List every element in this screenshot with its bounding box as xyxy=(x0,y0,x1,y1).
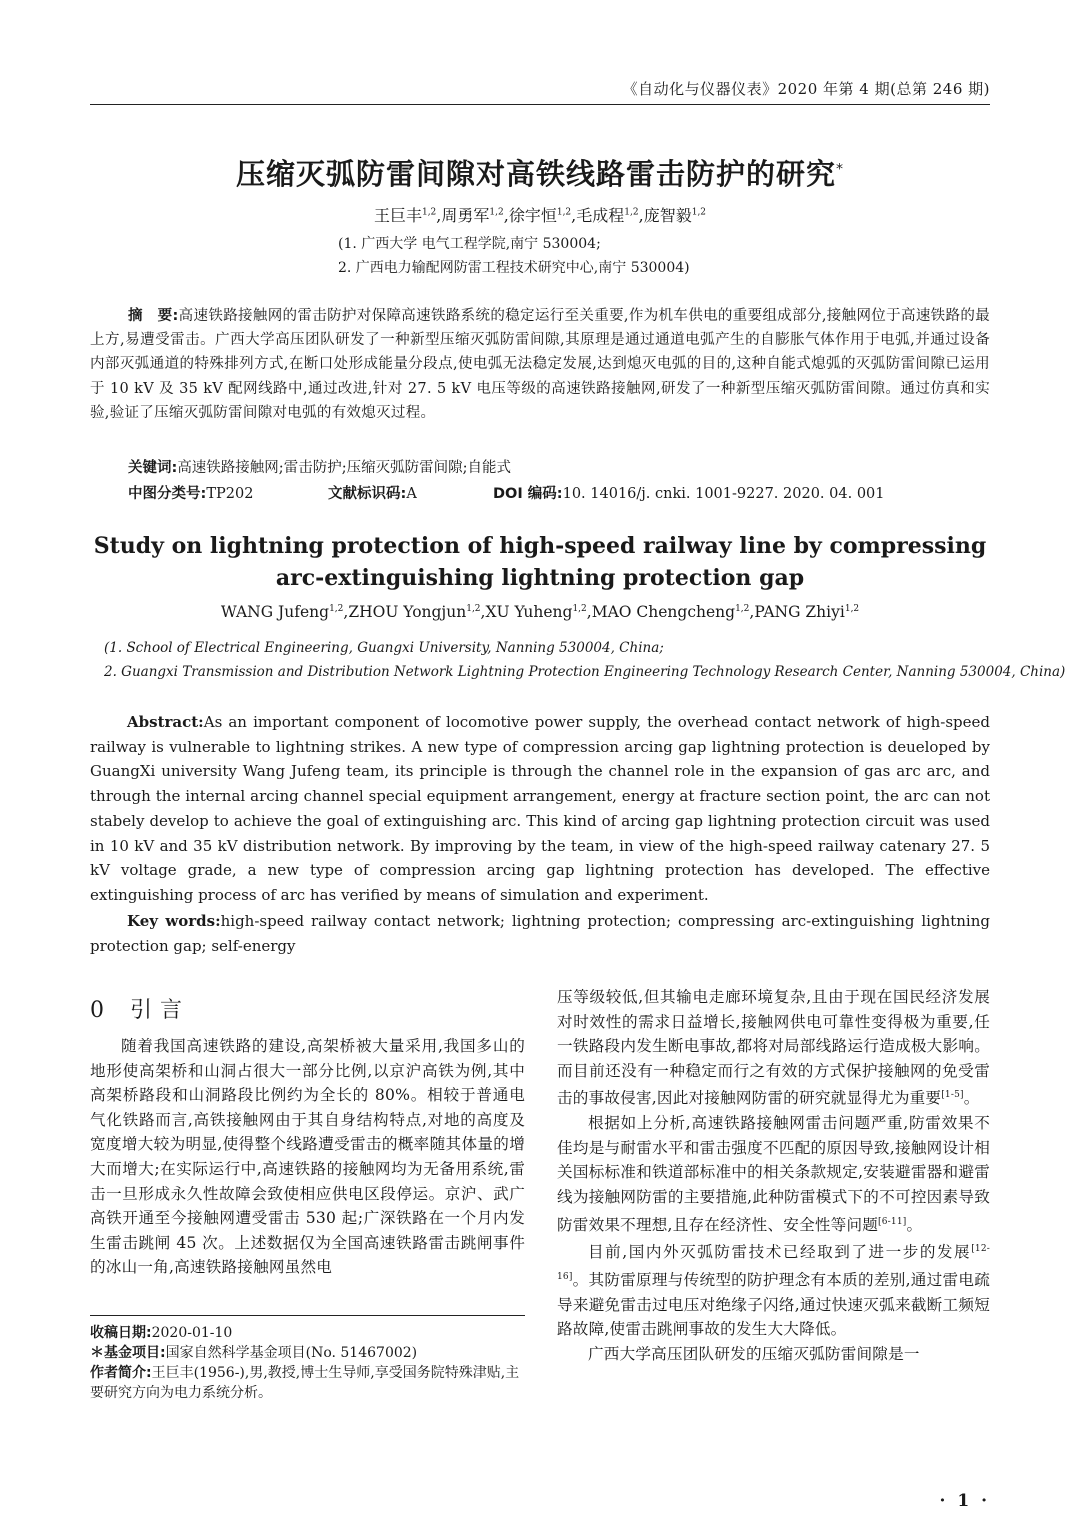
chinese-affiliation-1: (1. 广西大学 电气工程学院,南宁 530004; xyxy=(338,236,601,252)
chinese-title-text: 压缩灭弧防雷间隙对高铁线路雷击防护的研究 xyxy=(235,157,836,191)
citation: [1-5] xyxy=(941,1090,964,1101)
author-en: PANG Zhiyi$^{1,2}$ xyxy=(754,603,860,621)
chinese-keywords xyxy=(128,456,511,477)
english-authors xyxy=(0,603,1080,621)
author-zh: 周勇军$^{1,2}$, xyxy=(441,206,509,225)
left-column xyxy=(90,1034,525,1280)
paragraph: 目前,国内外灭弧防雷技术已经取到了进一步的发展[12-16]。其防雷原理与传统型的防护理念有本质的差别,通过雷电疏导来避免雷击过电压对绝缘子闪络,通过快速灭弧来截断工频短路故障,使雷击跳闸事故的发生大大降低。 xyxy=(557,1243,990,1339)
journal-header: 《自动化与仪器仪表》2020 年第 4 期(总第 246 期) xyxy=(622,80,990,98)
english-affiliation-2: 2. Guangxi Transmission and Distribution Network Lightning Protection Engineering Technology Research Center, Nanning 530004, China) xyxy=(104,664,1066,680)
chinese-abstract xyxy=(90,304,990,425)
chinese-keywords-text: 高速铁路接触网;雷击防护;压缩灭弧防雷间隙;自能式 xyxy=(177,460,511,476)
paragraph: 压等级较低,但其输电走廊环境复杂,且由于现在国民经济发展对时效性的需求日益增长,接触网供电可靠性变得极为重要,任一铁路段内发生断电事故,都将对局部线路运行造成极大影响。而目前还没有一种稳定而行之有效的方式保护接触网的免受雷击的事故侵害,因此对接触网防雷的研究就显得尤为重要[1-5]。 xyxy=(557,988,990,1108)
fund-project: ＊基金项目:国家自然科学基金项目(No. 51467002) xyxy=(90,1345,418,1361)
paragraph: 根据如上分析,高速铁路接触网雷击问题严重,防雷效果不佳均是与耐雷水平和雷击强度不匹配的原因导致,接触网设计相关国标标准和铁道部标准中的相关条款规定,安装避雷器和避雷线为接触网防雷的主要措施,此种防雷模式下的不可控因素导致防雷效果不理想,且存在经济性、安全性等问题[6-11]。 xyxy=(557,1114,990,1234)
english-keywords-label: Key words: xyxy=(127,912,221,930)
citation: [6-11] xyxy=(878,1216,907,1227)
chinese-abstract-text: 高速铁路接触网的雷击防护对保障高速铁路系统的稳定运行至关重要,作为机车供电的重要组成部分,接触网位于高速铁路的最上方,易遭受雷击。广西大学高压团队研发了一种新型压缩灭弧防雷间隙,其原理是通过通道电弧产生的自膨胀气体作用于电弧,并通过设备内部灭弧通道的特殊排列方式,在断口处形成能量分段点,使电弧无法稳定发展,达到熄灭电弧的目的,这种自能式熄弧的灭弧防雷间隙已运用于 10 kV 及 35 kV 配网线路中,通过改进,针对 27. 5 kV 电压等级的高速铁路接触网,研发了一种新型压缩灭弧防雷间隙。通过仿真和实验,验证了压缩灭弧防雷间隙对电弧的有效熄灭过程。 xyxy=(90,308,990,421)
section-number: 0 xyxy=(90,998,104,1023)
author-zh: 毛成程$^{1,2}$, xyxy=(576,206,644,225)
chinese-keywords-label: 关键词: xyxy=(128,460,178,476)
paragraph: 随着我国高速铁路的建设,高架桥被大量采用,我国多山的地形使高架桥和山洞占很大一部分比例,以京沪高铁为例,其中高架桥路段和山洞路段比例约为全长的 80%。相较于普通电气化铁路而言,高铁接触网由于其自身结构特点,对地的高度及宽度增大较为明显,使得整个线路遭受雷击的概率随其体量的增大而增大;在实际运行中,高速铁路的接触网均为无备用系统,雷击一旦形成永久性故障会致使相应供电区段停运。京沪、武广高铁开通至今接触网遭受雷击 530 起;广深铁路在一个月内发生雷击跳闸 45 次。上述数据仅为全国高速铁路雷击跳闸事件的冰山一角,高速铁路接触网虽然电 xyxy=(90,1037,525,1277)
author-en: MAO Chengcheng$^{1,2}$, xyxy=(591,603,755,621)
footnote-rule xyxy=(90,1315,525,1316)
author-en: XU Yuheng$^{1,2}$, xyxy=(485,603,592,621)
clc-code: 中图分类号:TP202 xyxy=(128,486,254,502)
doi-code: DOI 编码:10. 14016/j. cnki. 1001-9227. 2020. 04. 001 xyxy=(493,486,885,502)
chinese-authors xyxy=(0,203,1080,226)
received-date: 收稿日期:2020-01-10 xyxy=(90,1325,233,1341)
english-keywords-text: high-speed railway contact network; lightning protection; compressing arc-extinguishing lightning protection gap; self-energy xyxy=(90,912,990,955)
english-title xyxy=(0,530,1080,594)
english-title-line-1: Study on lightning protection of high-speed railway line by compressing xyxy=(93,533,987,559)
right-column xyxy=(557,985,990,1367)
page-number: · 1 · xyxy=(939,1491,990,1511)
author-zh: 庞智毅$^{1,2}$ xyxy=(643,206,707,225)
chinese-abstract-label: 摘 要: xyxy=(128,308,179,324)
english-keywords xyxy=(90,909,990,959)
english-affiliation-1: (1. School of Electrical Engineering, Guangxi University, Nanning 530004, China; xyxy=(104,640,664,656)
english-abstract-label: Abstract: xyxy=(127,713,204,731)
author-en: ZHOU Yongjun$^{1,2}$, xyxy=(348,603,486,621)
section-heading xyxy=(90,993,190,1024)
english-abstract xyxy=(90,710,990,908)
chinese-title xyxy=(0,152,1080,193)
english-title-line-2: arc-extinguishing lightning protection gap xyxy=(275,565,805,591)
paragraph: 广西大学高压团队研发的压缩灭弧防雷间隙是一 xyxy=(588,1345,920,1364)
section-title: 引言 xyxy=(130,998,191,1023)
author-zh: 徐宇恒$^{1,2}$, xyxy=(508,206,577,225)
author-en: WANG Jufeng$^{1,2}$, xyxy=(220,603,349,621)
chinese-affiliation-2: 2. 广西电力输配网防雷工程技术研究中心,南宁 530004) xyxy=(338,260,690,276)
footnotes xyxy=(90,1323,525,1403)
fund-mark: * xyxy=(836,161,844,178)
doc-code: 文献标识码:A xyxy=(328,486,417,502)
author-bio: 作者简介:王巨丰(1956-),男,教授,博士生导师,享受国务院特殊津贴,主要研究方向为电力系统分析。 xyxy=(90,1365,520,1401)
english-abstract-text: As an important component of locomotive power supply, the overhead contact network of high-speed railway is vulnerable to lightning strikes. A new type of compression arcing gap lightning protection is deueloped by GuangXi university Wang Jufeng team, its principle is through the channel role in the expansion of gas arc arc, and through the internal arcing channel special equipment arrangement, energy at fracture section point, the arc can not stabely develop to achieve the goal of extinguishing arc. This kind of arcing gap lightning protection circuit was used in 10 kV and 35 kV distribution network. By improving by the team, in view of the high-speed railway catenary 27. 5 kV voltage grade, a new type of compression arcing gap lightning protection has developed. The effective extinguishing process of arc has verified by means of simulation and experiment. xyxy=(90,713,990,904)
header-rule xyxy=(90,104,990,105)
citation: [12-16] xyxy=(557,1244,990,1283)
author-zh: 王巨丰$^{1,2}$, xyxy=(373,206,442,225)
